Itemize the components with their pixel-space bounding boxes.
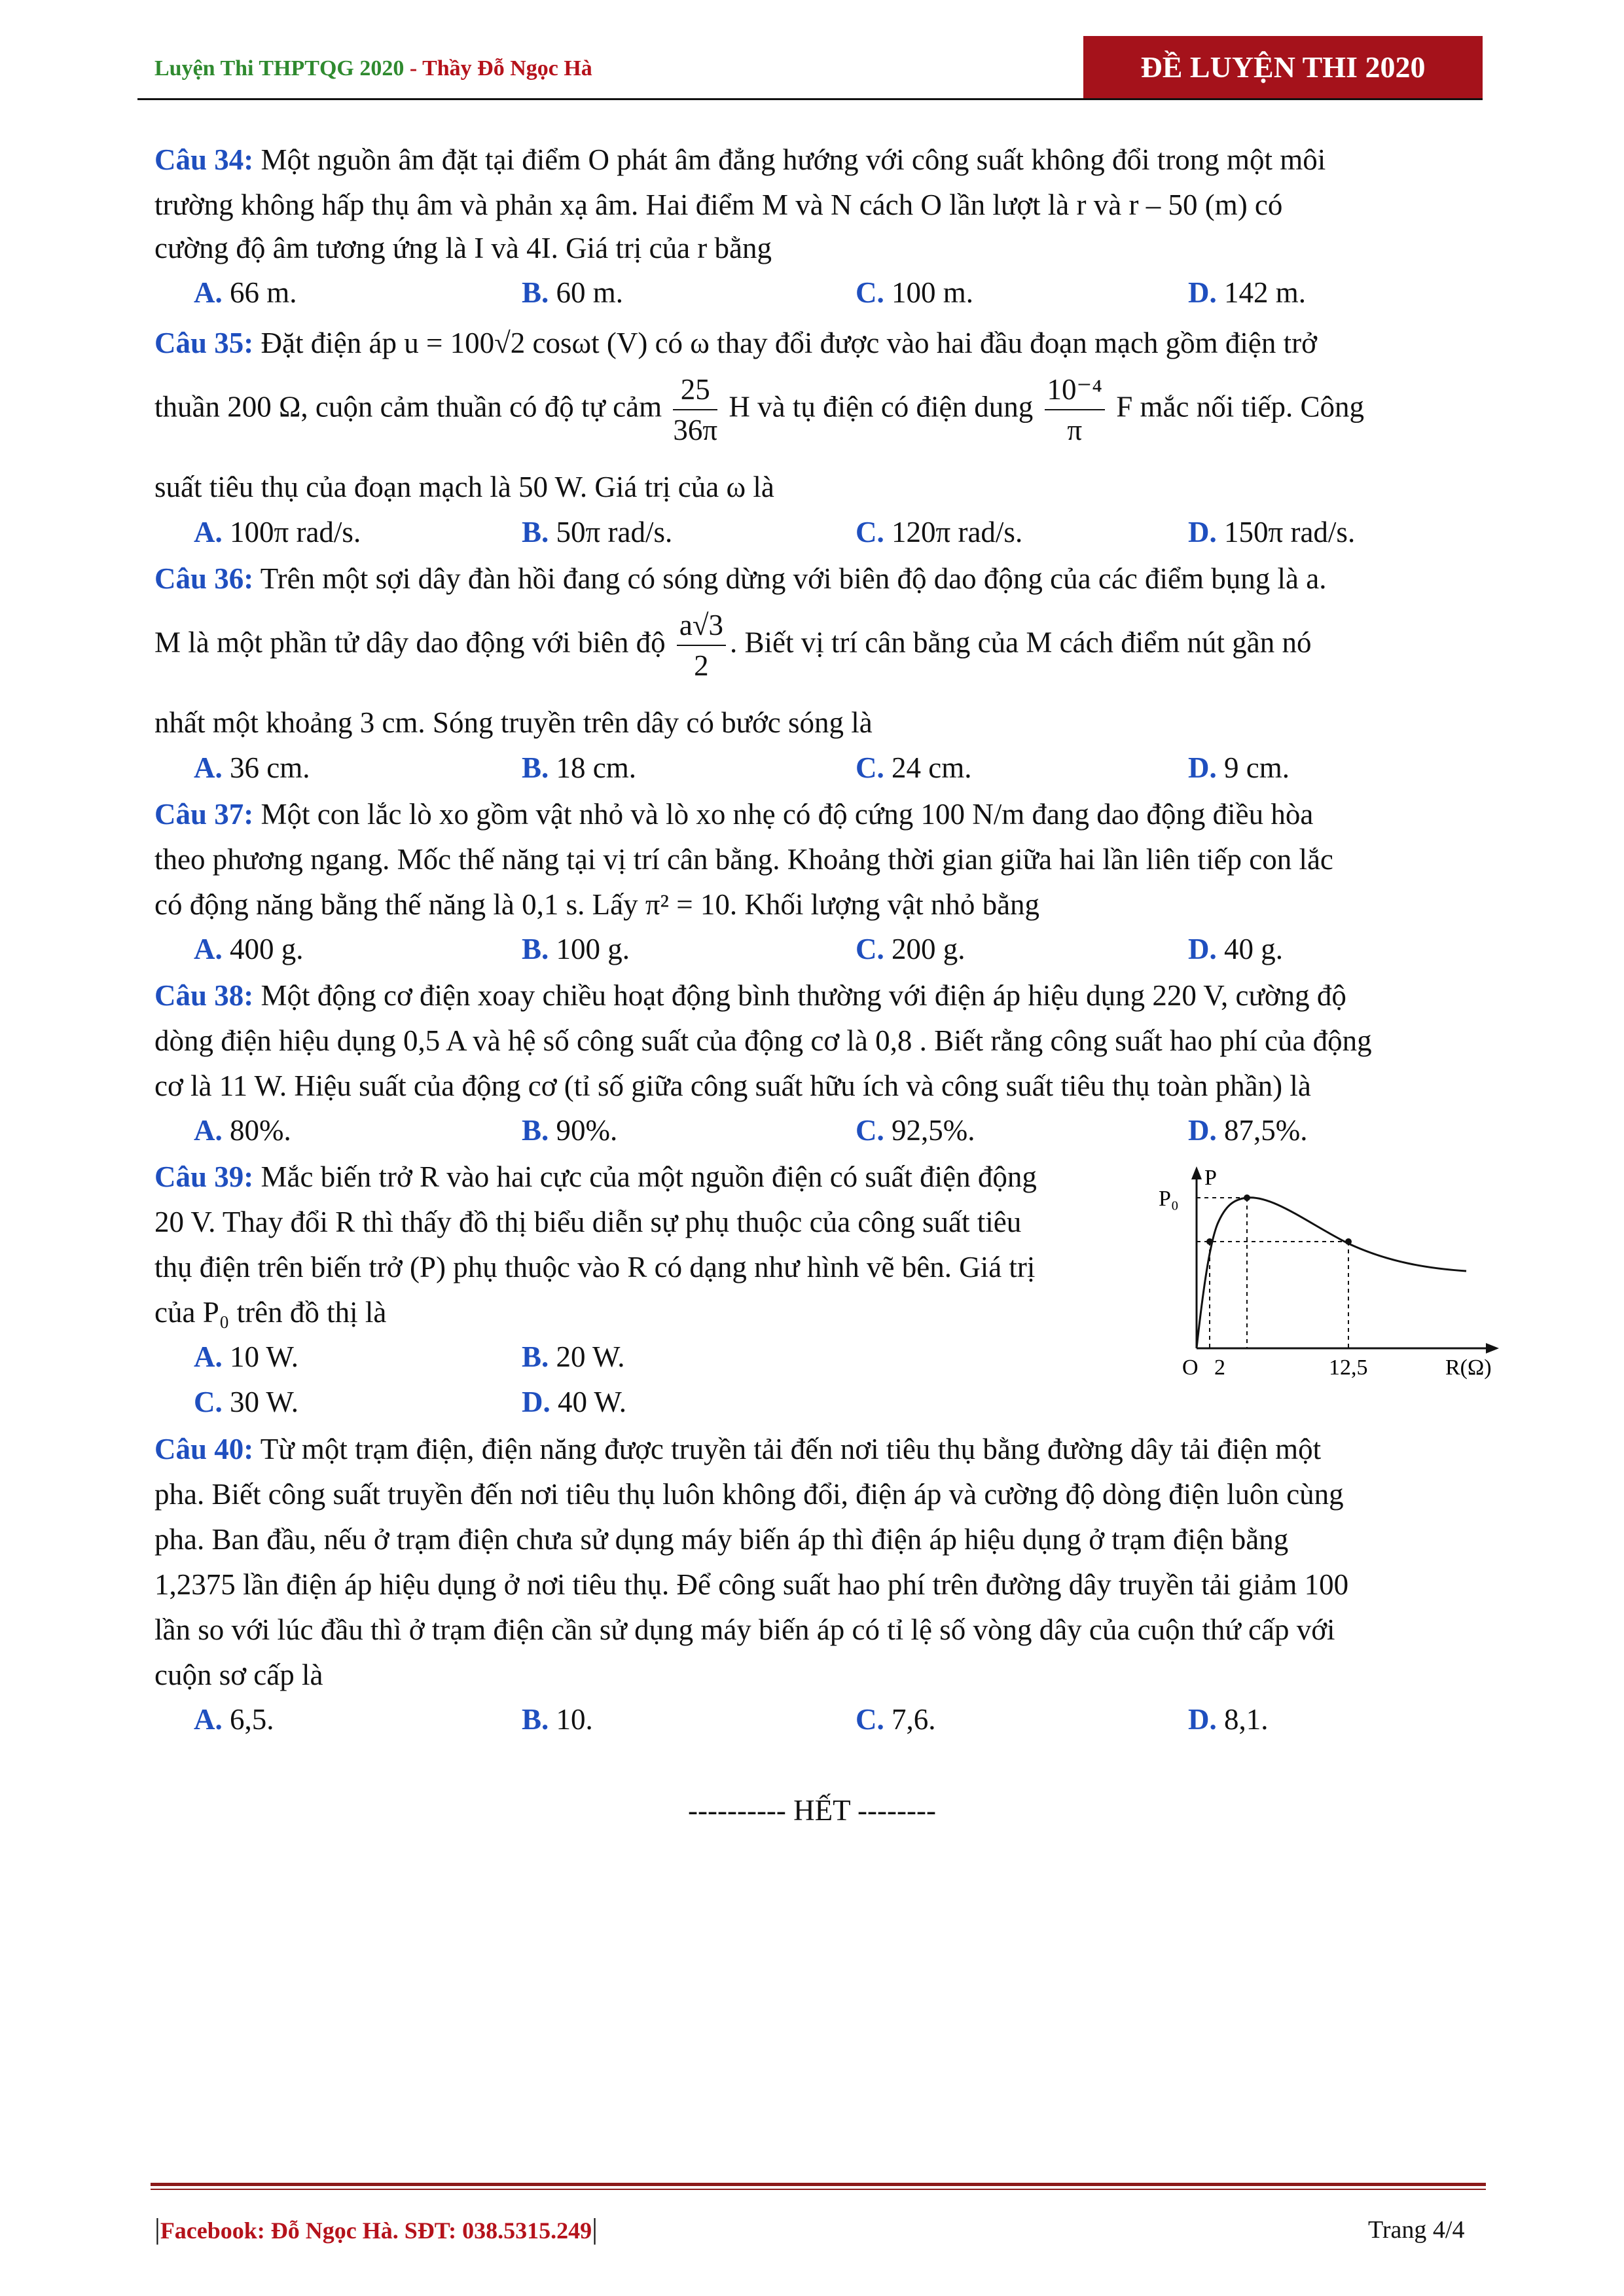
option-letter: B. (522, 1114, 549, 1147)
option-letter: C. (856, 933, 884, 965)
option-text: 100 m. (892, 276, 974, 309)
option-text: 40 g. (1224, 933, 1283, 965)
q34-option-a[interactable] (194, 273, 297, 312)
q37-line-3: có động năng bằng thế năng là 0,1 s. Lấy π² = 10. Khối lượng vật nhỏ bằng (154, 888, 1040, 921)
footer-rule-thick (151, 2183, 1486, 2186)
option-letter: D. (1188, 516, 1217, 548)
frac-denominator: 2 (694, 649, 709, 682)
option-text: 8,1. (1224, 1703, 1269, 1736)
y-axis-label: P (1204, 1166, 1217, 1190)
option-text: 7,6. (892, 1703, 936, 1736)
option-text: 40 W. (558, 1386, 627, 1418)
option-letter: B. (522, 516, 549, 548)
page-number: Trang 4/4 (1368, 2216, 1465, 2244)
option-text: 6,5. (230, 1703, 274, 1736)
footer-bar-left: | (154, 2213, 160, 2245)
end-marker: ---------- HẾT -------- (688, 1794, 936, 1827)
option-text: 10 W. (230, 1340, 299, 1373)
q40-line-4: 1,2375 lần điện áp hiệu dụng ở nơi tiêu thụ. Để công suất hao phí trên đường dây truyền tải giảm 100 (154, 1568, 1349, 1601)
option-text: 142 m. (1224, 276, 1307, 309)
option-text: 150π rad/s. (1224, 516, 1356, 548)
amplitude-fraction (677, 605, 726, 685)
option-letter: A. (194, 1114, 223, 1147)
option-letter: C. (856, 276, 884, 309)
capacitance-fraction (1045, 370, 1105, 450)
q38-option-a[interactable] (194, 1111, 291, 1150)
q36-option-c[interactable] (856, 748, 971, 787)
point-at-2 (1206, 1238, 1213, 1245)
q39-label: Câu 39: (154, 1160, 254, 1193)
x-axis-arrow (1486, 1343, 1499, 1354)
q35-line-3: suất tiêu thụ của đoạn mạch là 50 W. Giá trị của ω là (154, 471, 774, 503)
q36-line-2 (154, 605, 1490, 685)
q34-option-b[interactable] (522, 273, 623, 312)
option-text: 80%. (230, 1114, 291, 1147)
option-text: 87,5%. (1224, 1114, 1308, 1147)
q34-label: Câu 34: (154, 143, 254, 176)
option-letter: C. (856, 516, 884, 548)
q40-line-3: pha. Ban đầu, nếu ở trạm điện chưa sử dụng máy biến áp thì điện áp hiệu dụng ở trạm điện bằng (154, 1523, 1289, 1556)
q40-option-c[interactable] (856, 1700, 936, 1739)
header-badge: ĐỀ LUYỆN THI 2020 (1083, 36, 1483, 98)
frac-numerator: 25 (673, 370, 717, 410)
option-text: 100π rad/s. (230, 516, 361, 548)
header-teacher: Thầy Đỗ Ngọc Hà (422, 56, 592, 81)
option-letter: B. (522, 276, 549, 309)
option-letter: B. (522, 1340, 549, 1373)
footer-facebook[interactable]: Facebook: Đỗ Ngọc Hà. SĐT: 038.5315.249 (160, 2217, 592, 2244)
option-text: 30 W. (230, 1386, 299, 1418)
q37-option-a[interactable] (194, 929, 304, 969)
q34-option-d[interactable] (1188, 273, 1306, 312)
q36-option-a[interactable] (194, 748, 310, 787)
q40-label: Câu 40: (154, 1433, 254, 1465)
q37-label: Câu 37: (154, 798, 254, 831)
q39-option-a[interactable] (194, 1337, 298, 1376)
q34-line-3: cường độ âm tương ứng là I và 4I. Giá trị của r bằng (154, 232, 772, 264)
header-divider (137, 98, 1483, 100)
q35-text-2b: H và tụ điện có điện dung (729, 390, 1034, 423)
q36-line-1 (154, 556, 1490, 601)
header-course: Luyện Thi THPTQG 2020 (154, 56, 405, 81)
option-text: 10. (556, 1703, 593, 1736)
frac-denominator: π (1067, 414, 1083, 446)
option-letter: C. (194, 1386, 223, 1418)
q39-option-c[interactable] (194, 1382, 298, 1422)
option-letter: C. (856, 1703, 884, 1736)
footer-rule-thin (151, 2189, 1486, 2190)
q38-label: Câu 38: (154, 979, 254, 1012)
q40-line-2: pha. Biết công suất truyền đến nơi tiêu thụ luôn không đổi, điện áp và cường độ dòng điện luôn cùng (154, 1478, 1344, 1511)
option-letter: B. (522, 751, 549, 784)
q38-line-3: cơ là 11 W. Hiệu suất của động cơ (tỉ số giữa công suất hữu ích và công suất tiêu thụ toàn phần) là (154, 1069, 1311, 1102)
q39-option-d[interactable] (522, 1382, 626, 1422)
option-text: 92,5%. (892, 1114, 975, 1147)
q38-line-1 (154, 973, 1490, 1018)
q35-option-c[interactable] (856, 512, 1022, 552)
q35-line-1 (154, 321, 1490, 366)
q36-line-3: nhất một khoảng 3 cm. Sóng truyền trên dây có bước sóng là (154, 706, 873, 739)
footer-contact (154, 2212, 598, 2246)
footer-bar-right: | (592, 2213, 598, 2245)
option-letter: B. (522, 1703, 549, 1736)
x-tick-2: 2 (1214, 1355, 1225, 1380)
q38-text-1: Một động cơ điện xoay chiều hoạt động bình thường với điện áp hiệu dụng 220 V, cường độ (253, 979, 1346, 1012)
frac-denominator: 36π (673, 414, 718, 446)
q39-line-2: 20 V. Thay đổi R thì thấy đồ thị biểu diễn sự phụ thuộc của công suất tiêu (154, 1206, 1022, 1238)
option-letter: A. (194, 1340, 223, 1373)
q39-line-3: thụ điện trên biến trở (P) phụ thuộc vào R có dạng như hình vẽ bên. Giá trị (154, 1251, 1036, 1283)
header-sep: - (404, 56, 423, 81)
option-letter: A. (194, 1703, 223, 1736)
option-letter: D. (1188, 1114, 1217, 1147)
option-text: 36 cm. (230, 751, 310, 784)
max-point (1244, 1194, 1250, 1201)
q38-option-c[interactable] (856, 1111, 975, 1150)
q35-line-2 (154, 370, 1490, 450)
p0-label: P₀ (1159, 1187, 1179, 1211)
q35-option-d[interactable] (1188, 512, 1355, 552)
q35-text-1: Đặt điện áp u = 100√2 cosωt (V) có ω thay đổi được vào hai đầu đoạn mạch gồm điện trở (253, 327, 1317, 359)
q37-line-1 (154, 792, 1490, 837)
origin-label: O (1182, 1355, 1199, 1380)
option-letter: A. (194, 751, 223, 784)
option-text: 200 g. (892, 933, 965, 965)
q39-line-1 (154, 1155, 1149, 1200)
frac-numerator: a√3 (677, 605, 726, 646)
q35-text-2a: thuần 200 Ω, cuộn cảm thuần có độ tự cảm (154, 390, 662, 423)
q37-line-2: theo phương ngang. Mốc thế năng tại vị trí cân bằng. Khoảng thời gian giữa hai lần liên tiếp con lắc (154, 843, 1333, 876)
option-text: 50π rad/s. (556, 516, 673, 548)
q35-option-a[interactable] (194, 512, 361, 552)
q36-option-b[interactable] (522, 748, 636, 787)
q39-line-4: của P₀ trên đồ thị là (154, 1296, 387, 1329)
q35-label: Câu 35: (154, 327, 254, 359)
option-letter: A. (194, 933, 223, 965)
q40-option-b[interactable] (522, 1700, 593, 1739)
x-axis-label: R(Ω) (1445, 1355, 1492, 1380)
option-letter: B. (522, 933, 549, 965)
option-text: 24 cm. (892, 751, 972, 784)
frac-numerator: 10⁻⁴ (1045, 370, 1105, 410)
power-resistance-graph (1152, 1158, 1506, 1394)
q34-text-1: Một nguồn âm đặt tại điểm O phát âm đẳng hướng với công suất không đổi trong một môi (253, 143, 1326, 176)
q36-option-d[interactable] (1188, 748, 1290, 787)
q34-option-c[interactable] (856, 273, 973, 312)
option-letter: D. (1188, 751, 1217, 784)
option-letter: D. (1188, 933, 1217, 965)
option-letter: D. (1188, 276, 1217, 309)
q38-line-2: dòng điện hiệu dụng 0,5 A và hệ số công suất của động cơ là 0,8 . Biết rằng công suất hao phí của động (154, 1024, 1372, 1057)
q36-text-2b: . Biết vị trí cân bằng của M cách điểm nút gần nó (730, 626, 1312, 659)
option-text: 120π rad/s. (892, 516, 1023, 548)
option-text: 60 m. (556, 276, 624, 309)
q40-option-d[interactable] (1188, 1700, 1269, 1739)
option-text: 20 W. (556, 1340, 625, 1373)
q35-text-2c: F mắc nối tiếp. Công (1116, 390, 1364, 423)
q40-text-1: Từ một trạm điện, điện năng được truyền tải đến nơi tiêu thụ bằng đường dây tải điện một (253, 1433, 1322, 1465)
q36-label: Câu 36: (154, 562, 254, 595)
q40-option-a[interactable] (194, 1700, 274, 1739)
option-text: 9 cm. (1224, 751, 1290, 784)
q36-text-2a: M là một phần tử dây dao động với biên độ (154, 626, 666, 659)
q40-line-6: cuộn sơ cấp là (154, 1659, 323, 1691)
q36-text-1: Trên một sợi dây đàn hồi đang có sóng dừng với biên độ dao động của các điểm bụng là a. (253, 562, 1327, 595)
option-letter: D. (522, 1386, 550, 1418)
option-letter: A. (194, 276, 223, 309)
option-text: 90%. (556, 1114, 618, 1147)
q39-text-1: Mắc biến trở R vào hai cực của một nguồn điện có suất điện động (253, 1160, 1037, 1193)
power-curve (1197, 1198, 1466, 1348)
q35-option-b[interactable] (522, 512, 672, 552)
option-text: 18 cm. (556, 751, 636, 784)
point-at-12-5 (1345, 1238, 1352, 1245)
option-letter: C. (856, 1114, 884, 1147)
q34-line-1 (154, 137, 1490, 183)
inductance-fraction (673, 370, 717, 450)
header-title (154, 56, 592, 81)
q37-option-b[interactable] (522, 929, 630, 969)
option-text: 400 g. (230, 933, 304, 965)
q39-option-b[interactable] (522, 1337, 625, 1376)
q37-option-c[interactable] (856, 929, 965, 969)
x-tick-12-5: 12,5 (1329, 1355, 1368, 1380)
option-letter: D. (1188, 1703, 1217, 1736)
y-axis-arrow (1191, 1166, 1202, 1179)
q40-line-1 (154, 1427, 1490, 1472)
option-letter: A. (194, 516, 223, 548)
option-text: 66 m. (230, 276, 297, 309)
option-letter: C. (856, 751, 884, 784)
option-text: 100 g. (556, 933, 630, 965)
q40-line-5: lần so với lúc đầu thì ở trạm điện cần sử dụng máy biến áp có tỉ lệ số vòng dây của cuộn thứ cấp với (154, 1613, 1335, 1646)
q37-option-d[interactable] (1188, 929, 1283, 969)
q38-option-b[interactable] (522, 1111, 617, 1150)
q38-option-d[interactable] (1188, 1111, 1308, 1150)
q34-line-2: trường không hấp thụ âm và phản xạ âm. Hai điểm M và N cách O lần lượt là r và r – 50 (m) có (154, 188, 1283, 221)
q37-text-1: Một con lắc lò xo gồm vật nhỏ và lò xo nhẹ có độ cứng 100 N/m đang dao động điều hòa (253, 798, 1314, 831)
